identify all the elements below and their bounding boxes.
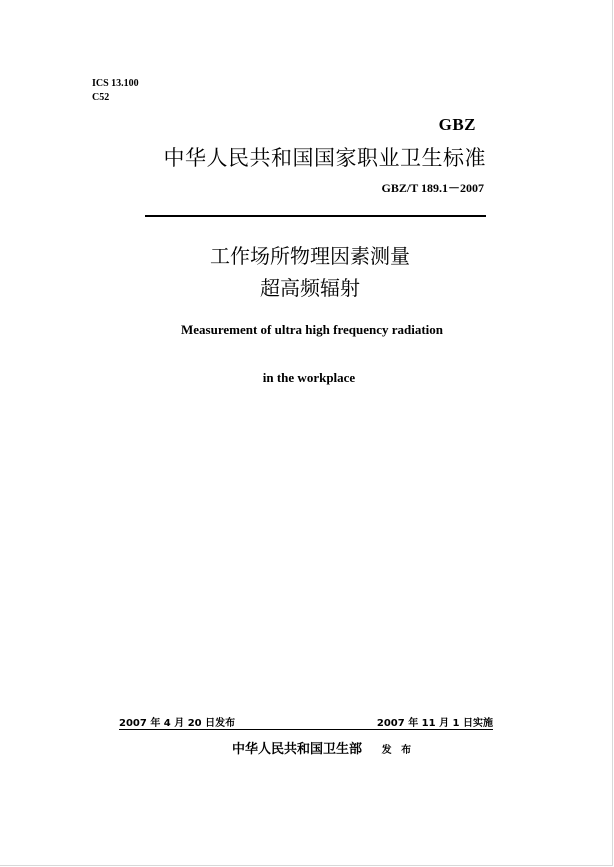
issue-date: 2007 年 4 月 20 日发布 xyxy=(119,718,236,729)
ics-code: ICS 13.100 xyxy=(92,78,139,89)
implementation-date: 2007 年 11 月 1 日实施 xyxy=(376,718,493,729)
footer-divider xyxy=(119,729,493,730)
document-title-cn: 工作场所物理因素测量 xyxy=(210,244,410,268)
document-title-en: Measurement of ultra high frequency radiation xyxy=(180,322,444,337)
issuer-verb: 发 布 xyxy=(381,745,415,756)
standard-number: GBZ/T 189.1－2007 xyxy=(381,181,484,195)
standard-mark: GBZ xyxy=(438,115,476,134)
dates-row xyxy=(119,714,493,730)
document-subtitle-cn: 超高频辐射 xyxy=(260,276,360,300)
ccs-code: C52 xyxy=(92,92,110,103)
issuer-line xyxy=(232,738,414,757)
classification-block xyxy=(92,77,139,105)
issuer-name: 中华人民共和国卫生部 xyxy=(232,742,363,757)
document-title-en-continued: in the workplace xyxy=(262,370,356,385)
header-divider xyxy=(145,215,486,217)
standard-type-title: 中华人民共和国国家职业卫生标准 xyxy=(163,146,486,170)
